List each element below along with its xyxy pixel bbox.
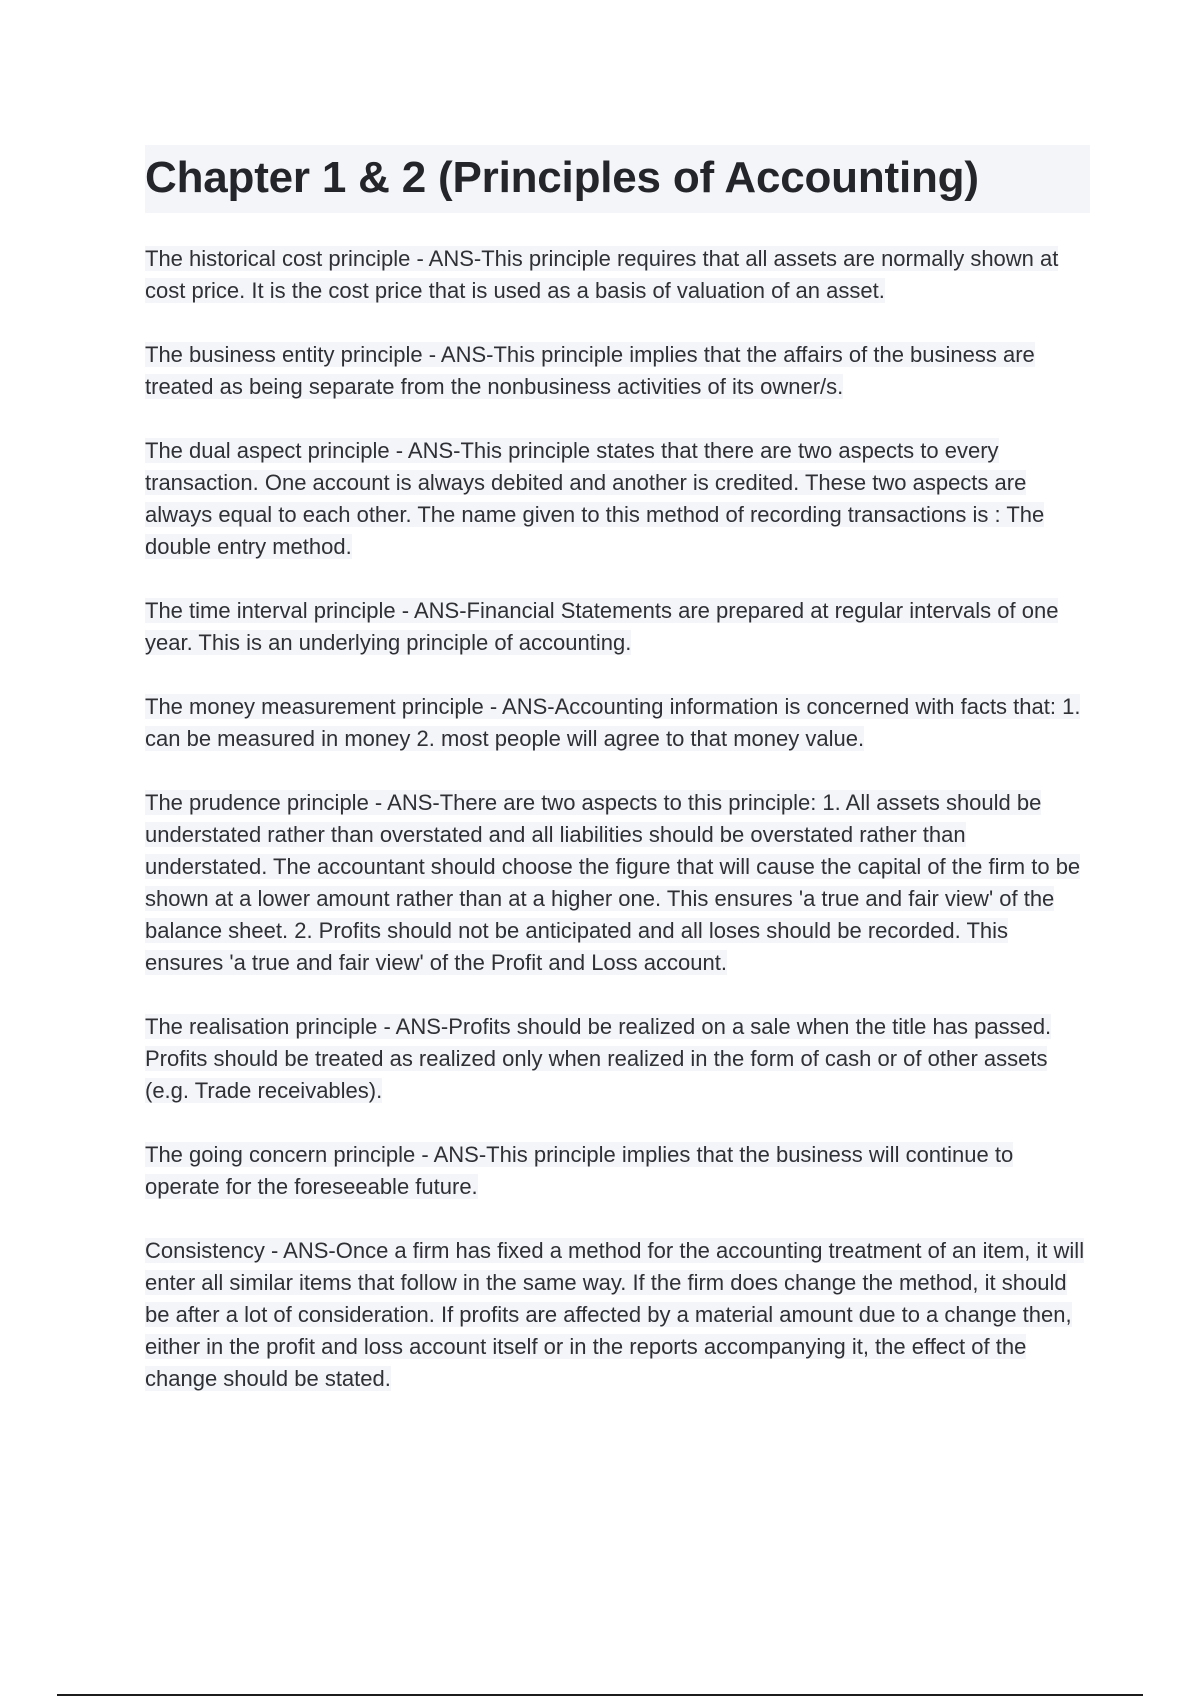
entry-text: The historical cost principle - ANS-This principle requires that all assets are normally shown at cost price. It is the cost price that is used as a basis of valuation of an asset.	[145, 246, 1059, 303]
entry-text: The realisation principle - ANS-Profits should be realized on a sale when the title has passed. Profits should be treated as realized only when realized in the form of cash or of other assets (e.g. Trade receivables).	[145, 1014, 1052, 1103]
entry-text: The business entity principle - ANS-This principle implies that the affairs of the business are treated as being separate from the nonbusiness activities of its owner/s.	[145, 342, 1035, 399]
entry-historical-cost	[145, 243, 1090, 307]
entry-text: The money measurement principle - ANS-Accounting information is concerned with facts that: 1. can be measured in money 2. most people will agree to that money value.	[145, 694, 1081, 751]
title-block	[145, 145, 1090, 213]
entry-text: The time interval principle - ANS-Financial Statements are prepared at regular intervals of one year. This is an underlying principle of accounting.	[145, 598, 1059, 655]
entry-text: Consistency - ANS-Once a firm has fixed a method for the accounting treatment of an item, it will enter all similar items that follow in the same way. If the firm does change the method, it should be after a lot of consideration. If profits are affected by a material amount due to a change then, either in the profit and loss account itself or in the reports accompanying it, the effect of the change should be stated.	[145, 1238, 1085, 1391]
entry-text: The dual aspect principle - ANS-This principle states that there are two aspects to every transaction. One account is always debited and another is credited. These two aspects are always equal to each other. The name given to this method of recording transactions is : The double entry method.	[145, 438, 1045, 559]
page-title: Chapter 1 & 2 (Principles of Accounting)	[145, 153, 979, 202]
entry-business-entity	[145, 339, 1090, 403]
entry-consistency	[145, 1235, 1090, 1395]
document-page	[145, 145, 1090, 1427]
entry-time-interval	[145, 595, 1090, 659]
footer-divider	[57, 1694, 1143, 1696]
entry-prudence	[145, 787, 1090, 979]
entry-realisation	[145, 1011, 1090, 1107]
entry-dual-aspect	[145, 435, 1090, 563]
entry-money-measurement	[145, 691, 1090, 755]
entry-text: The going concern principle - ANS-This principle implies that the business will continue to operate for the foreseeable future.	[145, 1142, 1014, 1199]
entry-text: The prudence principle - ANS-There are two aspects to this principle: 1. All assets should be understated rather than overstated and all liabilities should be overstated rather than understated. The accountant should choose the figure that will cause the capital of the firm to be shown at a lower amount rather than at a higher one. This ensures 'a true and fair view' of the balance sheet. 2. Profits should not be anticipated and all loses should be recorded. This ensures 'a true and fair view' of the Profit and Loss account.	[145, 790, 1081, 975]
entry-going-concern	[145, 1139, 1090, 1203]
